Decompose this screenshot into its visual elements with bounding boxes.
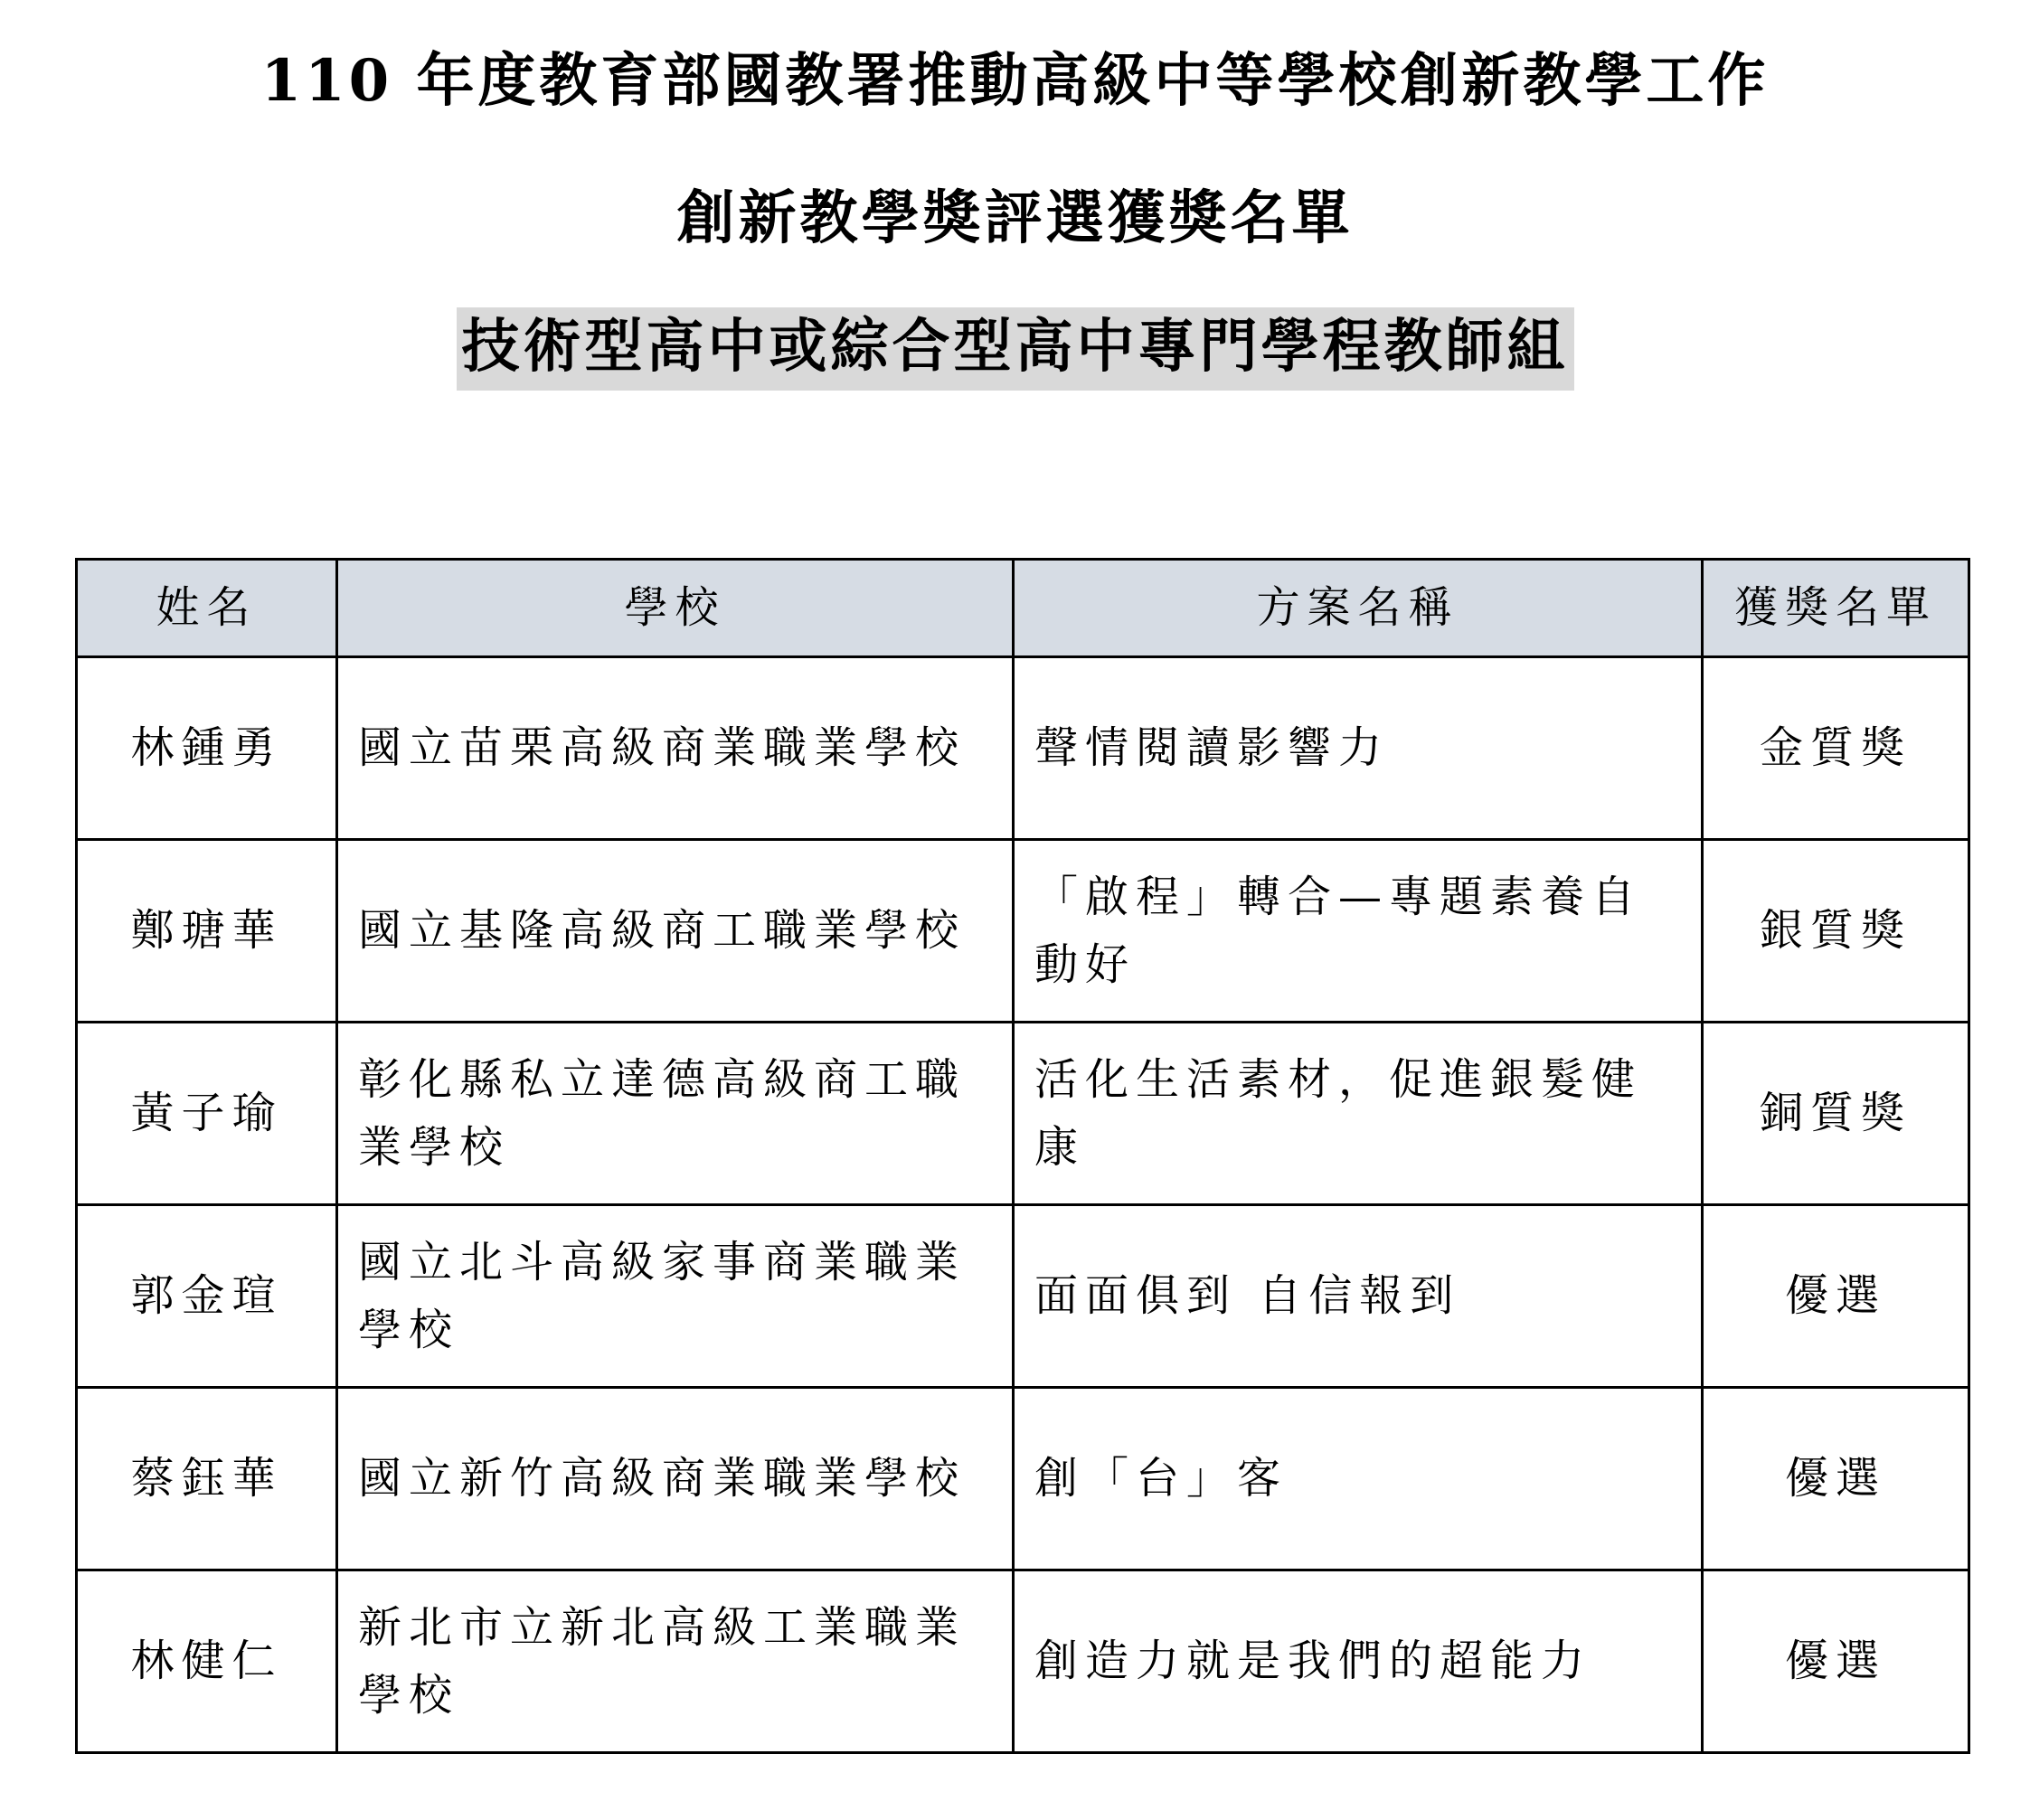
table-header-row	[77, 560, 1969, 657]
table-row	[77, 840, 1969, 1023]
cell-school: 彰化縣私立達德高級商工職業學校	[337, 1023, 1014, 1205]
cell-award: 優選	[1703, 1570, 1969, 1753]
award-table	[75, 558, 1970, 1754]
cell-school: 國立苗栗高級商業職業學校	[337, 657, 1014, 840]
table-row	[77, 1205, 1969, 1388]
cell-award: 銀質獎	[1703, 840, 1969, 1023]
cell-name: 郭金瑄	[77, 1205, 337, 1388]
cell-school: 國立基隆高級商工職業學校	[337, 840, 1014, 1023]
cell-project: 聲情閱讀影響力	[1014, 657, 1703, 840]
cell-award: 優選	[1703, 1388, 1969, 1570]
category-heading-wrapper	[0, 307, 2030, 391]
cell-project: 創「台」客	[1014, 1388, 1703, 1570]
cell-name: 林健仁	[77, 1570, 337, 1753]
header-award: 獲獎名單	[1703, 560, 1969, 657]
cell-name: 林鍾勇	[77, 657, 337, 840]
cell-project: 創造力就是我們的超能力	[1014, 1570, 1703, 1753]
document-subtitle: 創新教學獎評選獲獎名單	[676, 184, 1354, 252]
document-title: 110 年度教育部國教署推動高級中等學校創新教學工作	[260, 47, 1770, 115]
table-row	[77, 1388, 1969, 1570]
cell-project: 活化生活素材，促進銀髮健康	[1014, 1023, 1703, 1205]
cell-project: 「啟程」轉合—專題素養自動好	[1014, 840, 1703, 1023]
cell-name: 蔡鈺華	[77, 1388, 337, 1570]
cell-award: 銅質獎	[1703, 1023, 1969, 1205]
cell-school: 國立新竹高級商業職業學校	[337, 1388, 1014, 1570]
cell-award: 優選	[1703, 1205, 1969, 1388]
cell-name: 鄭瑭華	[77, 840, 337, 1023]
table-row	[77, 657, 1969, 840]
table-row	[77, 1023, 1969, 1205]
cell-name: 黃子瑜	[77, 1023, 337, 1205]
header-project: 方案名稱	[1014, 560, 1703, 657]
cell-school: 國立北斗高級家事商業職業學校	[337, 1205, 1014, 1388]
header-name: 姓名	[77, 560, 337, 657]
category-heading: 技術型高中或綜合型高中專門學程教師組	[457, 307, 1574, 391]
header-school: 學校	[337, 560, 1014, 657]
table-row	[77, 1570, 1969, 1753]
cell-award: 金質獎	[1703, 657, 1969, 840]
cell-project: 面面俱到 自信報到	[1014, 1205, 1703, 1388]
cell-school: 新北市立新北高級工業職業學校	[337, 1570, 1014, 1753]
